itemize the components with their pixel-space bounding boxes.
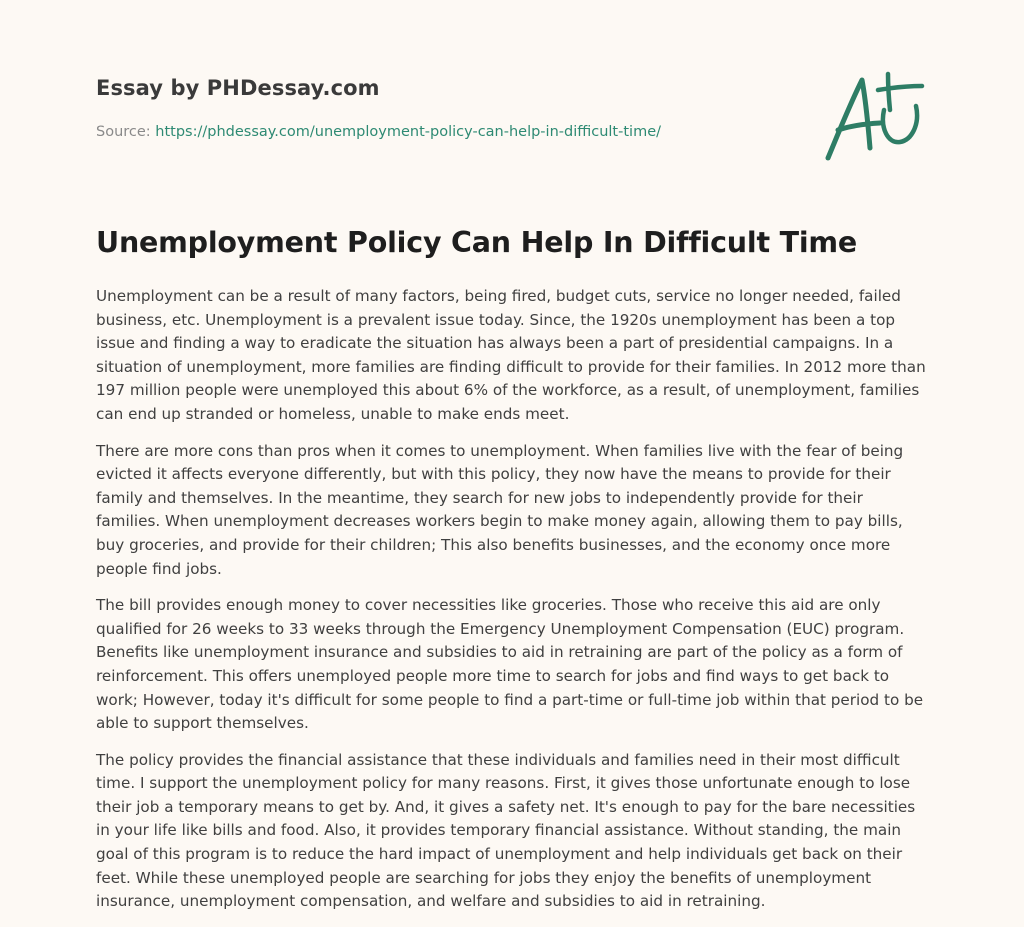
site-brand: Essay by PHDessay.com bbox=[96, 76, 380, 100]
essay-paragraph: The policy provides the financial assistance that these individuals and families need in their most difficult time. I support the unemployment policy for many reasons. First, it gives those unfortunate enough to lose their job a temporary means to get by. And, it gives a safety net. It's enough to pay for the bare necessities in your life like bills and food. Also, it provides temporary financial assistance. Without standing, the main goal of this program is to reduce the hard impact of unemployment and help individuals get back on their feet. While these unemployed people are searching for jobs they enjoy the benefits of unemployment insurance, unemployment compensation, and welfare and subsidies to aid in retraining. bbox=[96, 750, 916, 911]
essay-title: Unemployment Policy Can Help In Difficult Time bbox=[96, 226, 858, 259]
source-line bbox=[96, 124, 661, 140]
source-link[interactable]: https://phdessay.com/unemployment-policy-can-help-in-difficult-time/ bbox=[155, 124, 661, 140]
essay-paragraph: Unemployment can be a result of many factors, being fired, budget cuts, service no longer needed, failed business, etc. Unemployment is a prevalent issue today. Since, the 1920s unemployment has been a top issue and finding a way to eradicate the situation has always been a part of presidential campaigns. In a situation of unemployment, more families are finding difficult to provide for their families. In 2012 more than 197 million people were unemployed this about 6% of the workforce, as a result, of unemployment, families can end up stranded or homeless, unable to make ends meet. bbox=[96, 287, 926, 423]
essay-paragraph: There are more cons than pros when it comes to unemployment. When families live with the fear of being evicted it affects everyone differently, but with this policy, they now have the means to provide for their family and themselves. In the meantime, they search for new jobs to independently provide for their families. When unemployment decreases workers begin to make money again, allowing them to pay bills, buy groceries, and provide for their children; This also benefits businesses, and the economy once more people find jobs. bbox=[96, 441, 904, 578]
essay-paragraph: The bill provides enough money to cover necessities like groceries. Those who receive this aid are only qualified for 26 weeks to 33 weeks through the Emergency Unemployment Compensation (EUC) program. Benefits like unemployment insurance and subsidies to aid in retraining are part of the policy as a form of reinforcement. This offers unemployed people more time to search for jobs and find ways to get back to work; However, today it's difficult for some people to find a part-time or full-time job within that period to be able to support themselves. bbox=[96, 596, 924, 733]
essay-body bbox=[96, 285, 928, 927]
a-plus-logo-icon bbox=[820, 66, 930, 166]
source-label: Source: bbox=[96, 124, 151, 140]
